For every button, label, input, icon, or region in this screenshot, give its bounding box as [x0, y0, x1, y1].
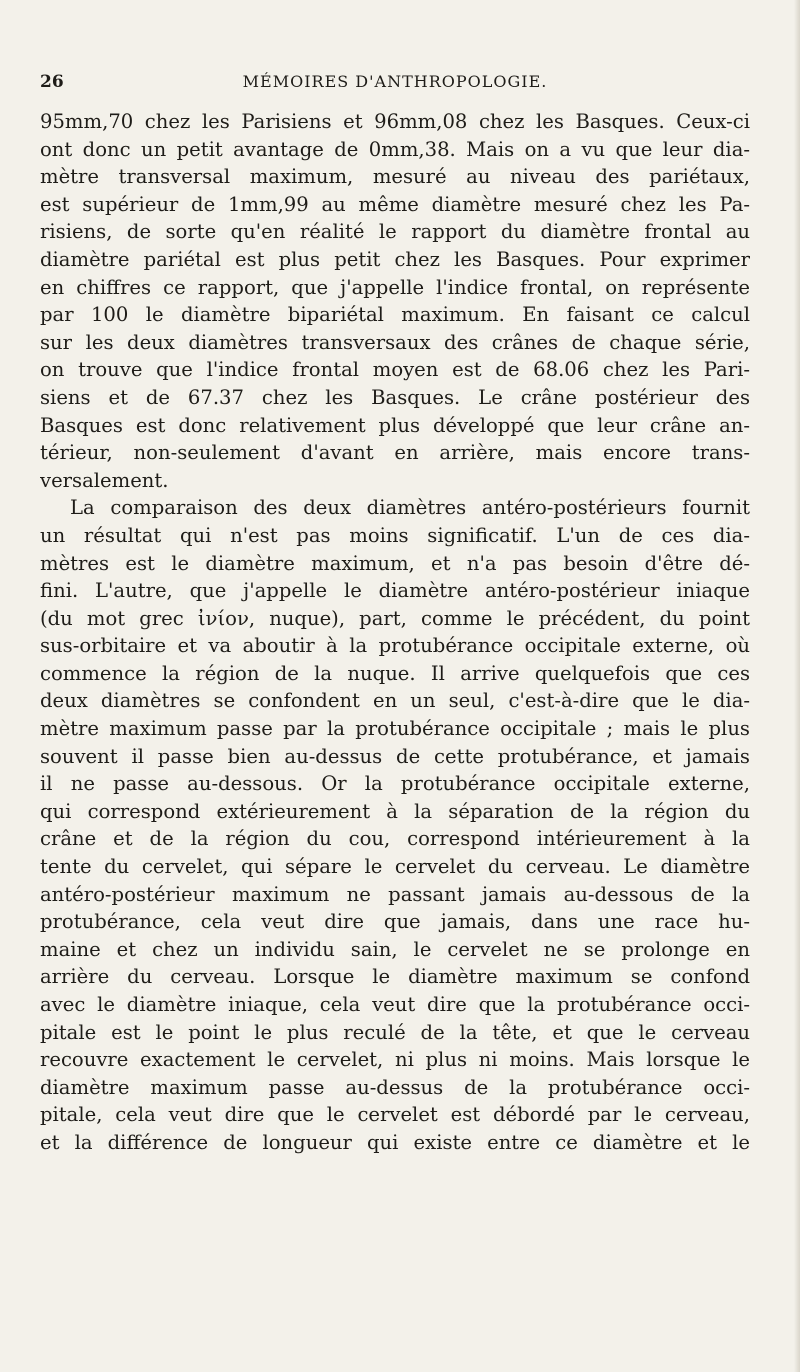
text-line: un résultat qui n'est pas moins significatif. L'un de ces dia-: [40, 523, 750, 547]
running-title: MÉMOIRES D'ANTHROPOLOGIE.: [242, 72, 548, 91]
text-line: (du mot grec ἰνίον, nuque), part, comme le précédent, du point: [40, 606, 750, 630]
text-line: recouvre exactement le cervelet, ni plus ni moins. Mais lorsque le: [40, 1048, 750, 1072]
page-number: 26: [40, 72, 64, 92]
text-line: on trouve que l'indice frontal moyen est de 68.06 chez les Pari-: [40, 358, 750, 382]
text-line: fini. L'autre, que j'appelle le diamètre antéro-postérieur iniaque: [40, 579, 750, 603]
text-line: crâne et de la région du cou, correspond intérieurement à la: [40, 827, 750, 851]
body-text: [40, 108, 750, 1157]
text-line: mètres est le diamètre maximum, et n'a pas besoin d'être dé-: [40, 551, 750, 575]
text-line: arrière du cerveau. Lorsque le diamètre maximum se confond: [40, 965, 750, 989]
text-line: qui correspond extérieurement à la séparation de la région du: [40, 799, 750, 823]
text-line: pitale est le point le plus reculé de la tête, et que le cerveau: [40, 1020, 750, 1044]
text-line: en chiffres ce rapport, que j'appelle l'indice frontal, on représente: [40, 275, 750, 299]
text-line: deux diamètres se confondent en un seul, c'est-à-dire que le dia-: [40, 689, 750, 713]
text-line: risiens, de sorte qu'en réalité le rapport du diamètre frontal au: [40, 220, 750, 244]
text-line: mètre maximum passe par la protubérance occipitale ; mais le plus: [40, 717, 750, 741]
text-line: tente du cervelet, qui sépare le cervelet du cerveau. Le diamètre: [40, 855, 750, 879]
text-line: maine et chez un individu sain, le cervelet ne se prolonge en: [40, 937, 750, 961]
text-line: diamètre pariétal est plus petit chez les Basques. Pour exprimer: [40, 247, 750, 271]
text-line: est supérieur de 1mm,99 au même diamètre mesuré chez les Pa-: [40, 192, 750, 216]
text-line: diamètre maximum passe au-dessus de la protubérance occi-: [40, 1075, 750, 1099]
text-line: mètre transversal maximum, mesuré au niveau des pariétaux,: [40, 165, 750, 189]
text-line: par 100 le diamètre bipariétal maximum. En faisant ce calcul: [40, 303, 750, 327]
text-line: pitale, cela veut dire que le cervelet est débordé par le cerveau,: [40, 1103, 750, 1127]
text-line: siens et de 67.37 chez les Basques. Le crâne postérieur des: [40, 385, 750, 409]
text-line: versalement.: [40, 468, 169, 492]
text-line: 95mm,70 chez les Parisiens et 96mm,08 chez les Basques. Ceux-ci: [40, 110, 750, 133]
text-line: térieur, non-seulement d'avant en arrière, mais encore trans-: [40, 441, 750, 465]
text-line: souvent il passe bien au-dessus de cette protubérance, et jamais: [40, 744, 750, 768]
text-line: et la différence de longueur qui existe entre ce diamètre et le: [40, 1130, 750, 1154]
text-line: avec le diamètre iniaque, cela veut dire que la protubérance occi-: [40, 993, 750, 1016]
text-line: La comparaison des deux diamètres antéro-postérieurs fournit: [70, 496, 750, 520]
text-line: protubérance, cela veut dire que jamais, dans une race hu-: [40, 910, 750, 934]
text-line: sur les deux diamètres transversaux des crânes de chaque série,: [40, 330, 750, 354]
text-line: commence la région de la nuque. Il arrive quelquefois que ces: [40, 661, 750, 685]
text-line: Basques est donc relativement plus développé que leur crâne an-: [40, 413, 750, 437]
text-line: antéro-postérieur maximum ne passant jamais au-dessous de la: [40, 882, 750, 906]
page-edge-shadow: [794, 0, 800, 1372]
text-line: ont donc un petit avantage de 0mm,38. Mais on a vu que leur dia-: [40, 137, 750, 161]
page-header: [40, 72, 750, 96]
text-line: sus-orbitaire et va aboutir à la protubérance occipitale externe, où: [40, 634, 750, 658]
text-line: il ne passe au-dessous. Or la protubérance occipitale externe,: [40, 772, 750, 796]
